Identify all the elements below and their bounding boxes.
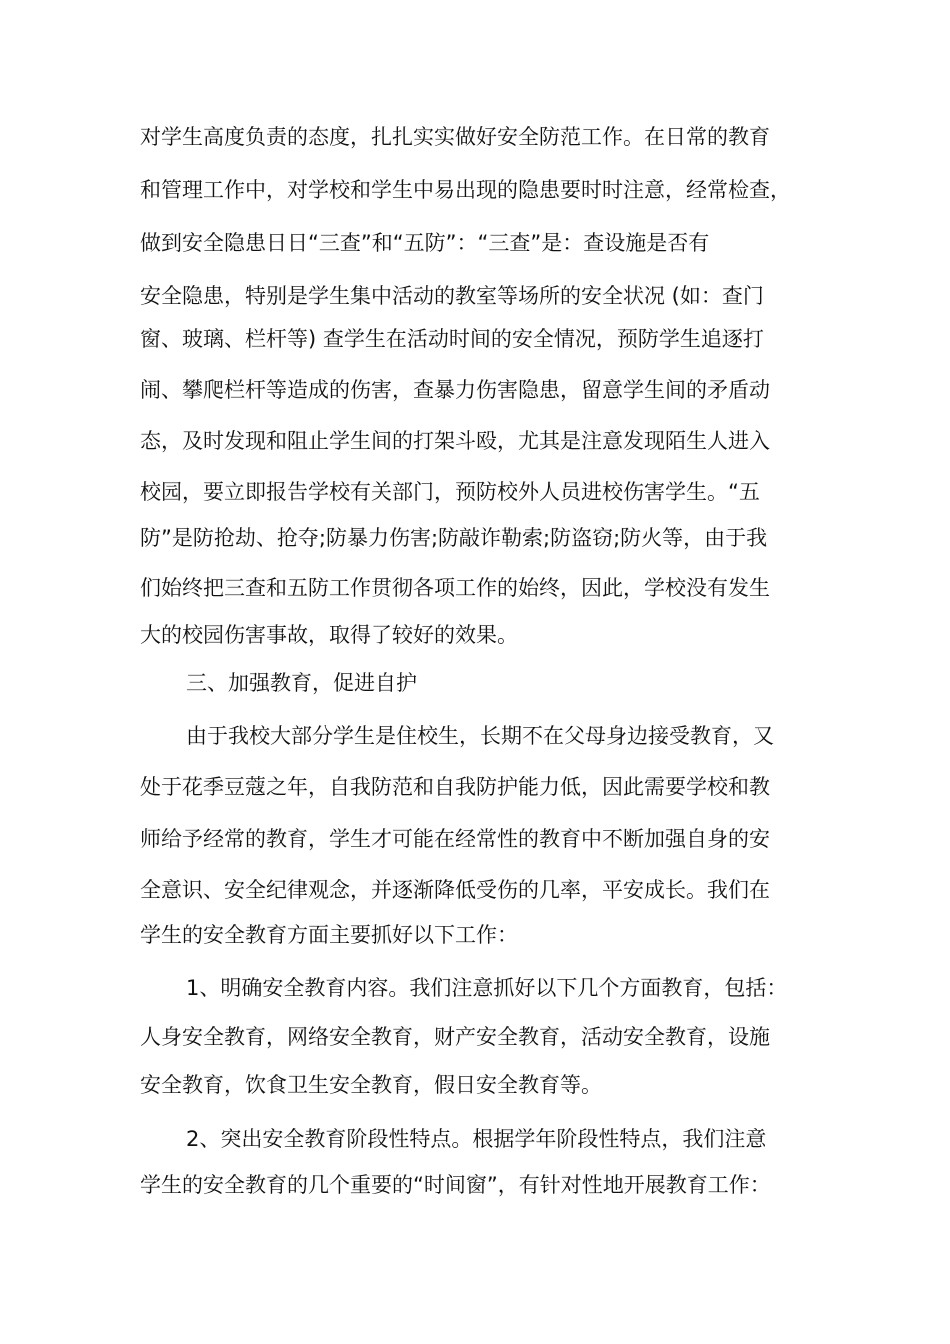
text-line: 做到安全隐患日日“三查”和“五防”：“三查”是：查设施是否有 [140, 231, 710, 255]
text-line: 学生的安全教育的几个重要的“时间窗”，有针对性地开展教育工作： [140, 1173, 771, 1197]
text-line: 防”是防抢劫、抢夺;防暴力伤害;防敲诈勒索;防盗窃;防火等，由于我 [140, 526, 768, 550]
section-heading: 三、加强教育，促进自护 [186, 671, 417, 695]
text-line: 闹、攀爬栏杆等造成的伤害，查暴力伤害隐患，留意学生间的矛盾动 [140, 378, 770, 402]
text-line: 人身安全教育，网络安全教育，财产安全教育，活动安全教育，设施 [140, 1025, 770, 1049]
text-line: 校园，要立即报告学校有关部门，预防校外人员进校伤害学生。“五 [140, 480, 760, 504]
text-line: 大的校园伤害事故，取得了较好的效果。 [140, 623, 518, 647]
text-line: 师给予经常的教育，学生才可能在经常性的教育中不断加强自身的安 [140, 827, 770, 851]
text-line: 处于花季豆蔻之年，自我防范和自我防护能力低，因此需要学校和教 [140, 775, 770, 799]
text-line: 全意识、安全纪律观念，并逐渐降低受伤的几率，平安成长。我们在 [140, 878, 770, 902]
list-item: 2、突出安全教育阶段性特点。根据学年阶段性特点，我们注意 [186, 1127, 767, 1151]
text-line: 和管理工作中，对学校和学生中易出现的隐患要时时注意，经常检查， [140, 178, 791, 202]
text-line: 安全隐患，特别是学生集中活动的教室等场所的安全状况 (如：查门 [140, 284, 764, 308]
text-line: 窗、玻璃、栏杆等) 查学生在活动时间的安全情况，预防学生追逐打 [140, 327, 764, 351]
text-line: 安全教育，饮食卫生安全教育，假日安全教育等。 [140, 1073, 602, 1097]
text-line: 态，及时发现和阻止学生间的打架斗殴，尤其是注意发现陌生人进入 [140, 429, 770, 453]
text-line: 由于我校大部分学生是住校生，长期不在父母身边接受教育，又 [186, 724, 774, 748]
text-line: 对学生高度负责的态度，扎扎实实做好安全防范工作。在日常的教育 [140, 125, 770, 149]
text-line: 学生的安全教育方面主要抓好以下工作： [140, 923, 518, 947]
text-line: 们始终把三查和五防工作贯彻各项工作的始终，因此，学校没有发生 [140, 576, 770, 600]
list-item: 1、明确安全教育内容。我们注意抓好以下几个方面教育，包括： [186, 976, 788, 1000]
